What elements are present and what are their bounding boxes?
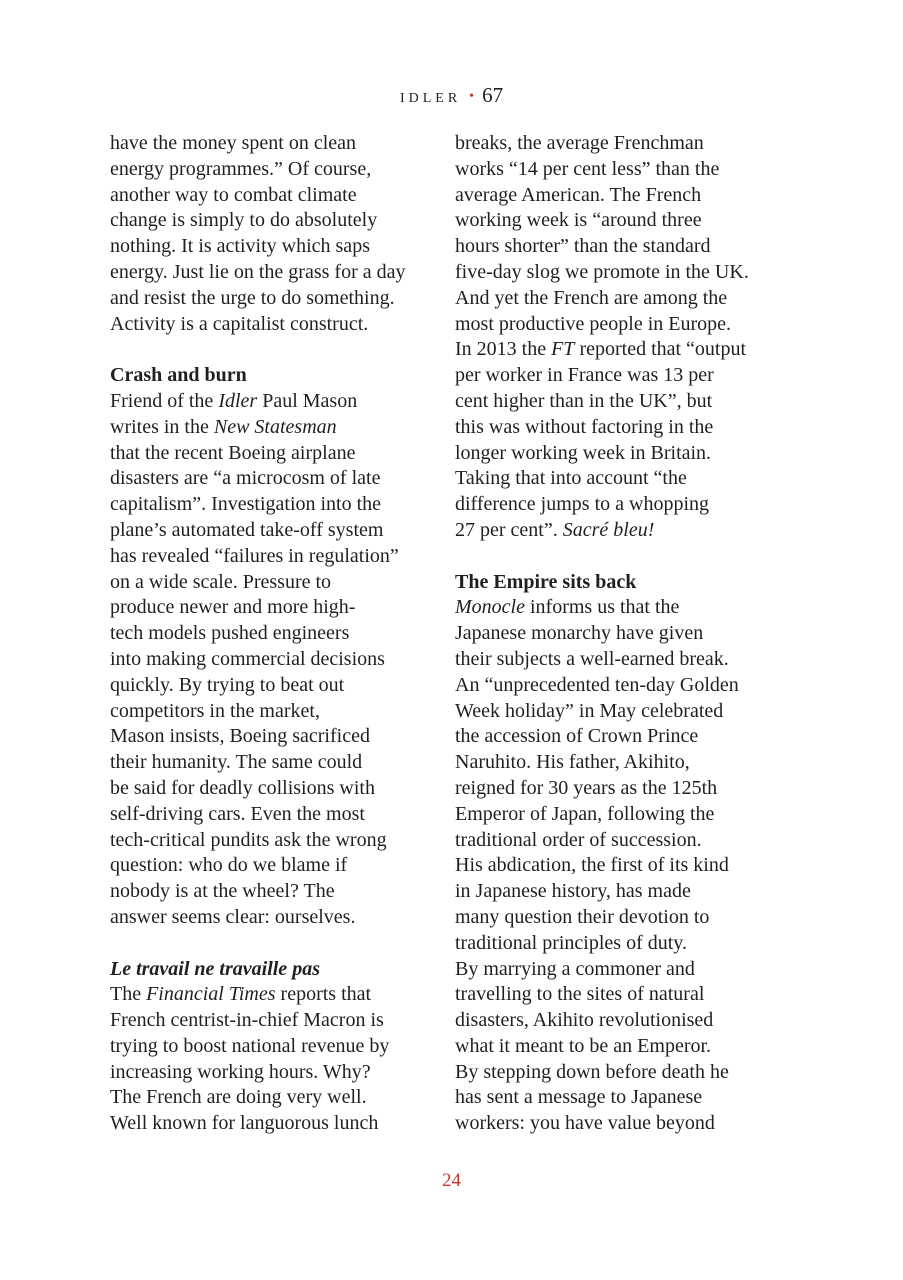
paragraph-gap bbox=[455, 544, 785, 570]
italic-title: Financial Times bbox=[146, 983, 276, 1006]
text-line bbox=[455, 518, 785, 544]
section-heading: The Empire sits back bbox=[455, 570, 637, 593]
text-line: Week holiday” in May celebrated bbox=[455, 699, 724, 722]
text-line bbox=[455, 337, 785, 363]
text-line: energy. Just lie on the grass for a day bbox=[110, 260, 406, 283]
text-line: question: who do we blame if bbox=[110, 854, 348, 877]
text-line: capitalism”. Investigation into the bbox=[110, 493, 382, 516]
section-heading: Crash and burn bbox=[110, 364, 247, 387]
continued-paragraph bbox=[455, 131, 785, 544]
text-line: Mason insists, Boeing sacrificed bbox=[110, 725, 370, 748]
text-run: Friend of the bbox=[110, 389, 219, 412]
text-line: travelling to the sites of natural bbox=[455, 983, 705, 1006]
text-line: their humanity. The same could bbox=[110, 751, 363, 774]
text-line: competitors in the market, bbox=[110, 699, 320, 722]
text-line: traditional order of succession. bbox=[455, 828, 702, 851]
text-run: writes in the bbox=[110, 415, 214, 438]
text-line: French centrist-in-chief Macron is bbox=[110, 1009, 384, 1032]
text-line: another way to combat climate bbox=[110, 183, 357, 206]
left-column bbox=[110, 131, 440, 1137]
text-line: into making commercial decisions bbox=[110, 647, 385, 670]
text-line: trying to boost national revenue by bbox=[110, 1034, 390, 1057]
text-line: most productive people in Europe. bbox=[455, 312, 732, 335]
text-line: Emperor of Japan, following the bbox=[455, 802, 715, 825]
text-line: on a wide scale. Pressure to bbox=[110, 570, 332, 593]
text-line: quickly. By trying to beat out bbox=[110, 673, 345, 696]
text-line: cent higher than in the UK”, but bbox=[455, 389, 713, 412]
paragraph-gap bbox=[110, 337, 440, 363]
text-run: informs us that the bbox=[524, 596, 680, 619]
text-line: nobody is at the wheel? The bbox=[110, 880, 335, 903]
text-line: workers: you have value beyond bbox=[455, 1112, 715, 1135]
text-line bbox=[110, 415, 440, 441]
text-line: His abdication, the first of its kind bbox=[455, 854, 729, 877]
text-line: energy programmes.” Of course, bbox=[110, 157, 372, 180]
text-line: working week is “around three bbox=[455, 209, 702, 232]
separator-dot: • bbox=[469, 89, 475, 104]
italic-phrase: Sacré bleu! bbox=[562, 518, 655, 541]
text-line: reigned for 30 years as the 125th bbox=[455, 776, 718, 799]
text-run: In 2013 the bbox=[455, 338, 552, 361]
section-empire-sits-back bbox=[455, 570, 785, 1138]
text-line: average American. The French bbox=[455, 183, 702, 206]
text-line: nothing. It is activity which saps bbox=[110, 235, 370, 258]
text-line: be said for deadly collisions with bbox=[110, 776, 375, 799]
text-line: Taking that into account “the bbox=[455, 467, 687, 490]
text-line: traditional principles of duty. bbox=[455, 931, 687, 954]
text-line: five-day slog we promote in the UK. bbox=[455, 260, 749, 283]
text-line: hours shorter” than the standard bbox=[455, 235, 711, 258]
text-line: disasters are “a microcosm of late bbox=[110, 467, 381, 490]
section-heading bbox=[110, 957, 440, 983]
text-line: per worker in France was 13 per bbox=[455, 364, 714, 387]
text-line: An “unprecedented ten-day Golden bbox=[455, 673, 739, 696]
text-run: 27 per cent”. bbox=[455, 518, 563, 541]
text-line: The French are doing very well. bbox=[110, 1086, 367, 1109]
text-line: works “14 per cent less” than the bbox=[455, 157, 720, 180]
text-line: And yet the French are among the bbox=[455, 286, 728, 309]
italic-title: FT bbox=[551, 338, 575, 361]
text-line: increasing working hours. Why? bbox=[110, 1060, 371, 1083]
italic-title: New Statesman bbox=[213, 415, 337, 438]
text-line: longer working week in Britain. bbox=[455, 441, 712, 464]
text-run: The bbox=[110, 983, 147, 1006]
italic-title: Idler bbox=[218, 389, 258, 412]
section-le-travail bbox=[110, 957, 440, 1138]
issue-number: 67 bbox=[482, 83, 504, 107]
text-line: has sent a message to Japanese bbox=[455, 1086, 703, 1109]
text-line: the accession of Crown Prince bbox=[455, 725, 699, 748]
text-run: reports that bbox=[275, 983, 372, 1006]
intro-paragraph bbox=[110, 131, 440, 337]
text-line: this was without factoring in the bbox=[455, 415, 714, 438]
section-crash-and-burn bbox=[110, 363, 440, 931]
text-line bbox=[455, 595, 785, 621]
text-line: has revealed “failures in regulation” bbox=[110, 544, 399, 567]
text-line: tech-critical pundits ask the wrong bbox=[110, 828, 387, 851]
text-line: breaks, the average Frenchman bbox=[455, 132, 704, 154]
text-line: that the recent Boeing airplane bbox=[110, 441, 356, 464]
text-line: their subjects a well-earned break. bbox=[455, 647, 729, 670]
text-line bbox=[110, 982, 440, 1008]
text-line: tech models pushed engineers bbox=[110, 622, 350, 645]
italic-title: Monocle bbox=[455, 596, 525, 619]
text-run: Paul Mason bbox=[257, 389, 358, 412]
right-column bbox=[455, 131, 785, 1137]
text-line: produce newer and more high- bbox=[110, 596, 356, 619]
text-line: many question their devotion to bbox=[455, 905, 710, 928]
text-line: answer seems clear: ourselves. bbox=[110, 905, 356, 928]
italic-heading: Le travail ne travaille pas bbox=[110, 957, 320, 980]
text-line: what it meant to be an Emperor. bbox=[455, 1034, 712, 1057]
text-line: By stepping down before death he bbox=[455, 1060, 729, 1083]
text-line: plane’s automated take-off system bbox=[110, 518, 384, 541]
page-number: 24 bbox=[442, 1170, 461, 1191]
text-line: in Japanese history, has made bbox=[455, 880, 691, 903]
text-line: Naruhito. His father, Akihito, bbox=[455, 751, 690, 774]
text-line: disasters, Akihito revolutionised bbox=[455, 1009, 714, 1032]
text-line: difference jumps to a whopping bbox=[455, 493, 710, 516]
text-line: have the money spent on clean bbox=[110, 132, 357, 154]
magazine-name: IDLER bbox=[399, 91, 462, 106]
text-line: Activity is a capitalist construct. bbox=[110, 312, 369, 335]
text-line: Japanese monarchy have given bbox=[455, 622, 704, 645]
text-line: change is simply to do absolutely bbox=[110, 209, 378, 232]
text-line: Well known for languorous lunch bbox=[110, 1112, 379, 1135]
text-line bbox=[110, 389, 440, 415]
paragraph-gap bbox=[110, 931, 440, 957]
text-line: By marrying a commoner and bbox=[455, 957, 695, 980]
text-run: reported that “output bbox=[574, 338, 747, 361]
text-line: self-driving cars. Even the most bbox=[110, 802, 365, 825]
text-line: and resist the urge to do something. bbox=[110, 286, 395, 309]
running-head bbox=[0, 83, 903, 111]
